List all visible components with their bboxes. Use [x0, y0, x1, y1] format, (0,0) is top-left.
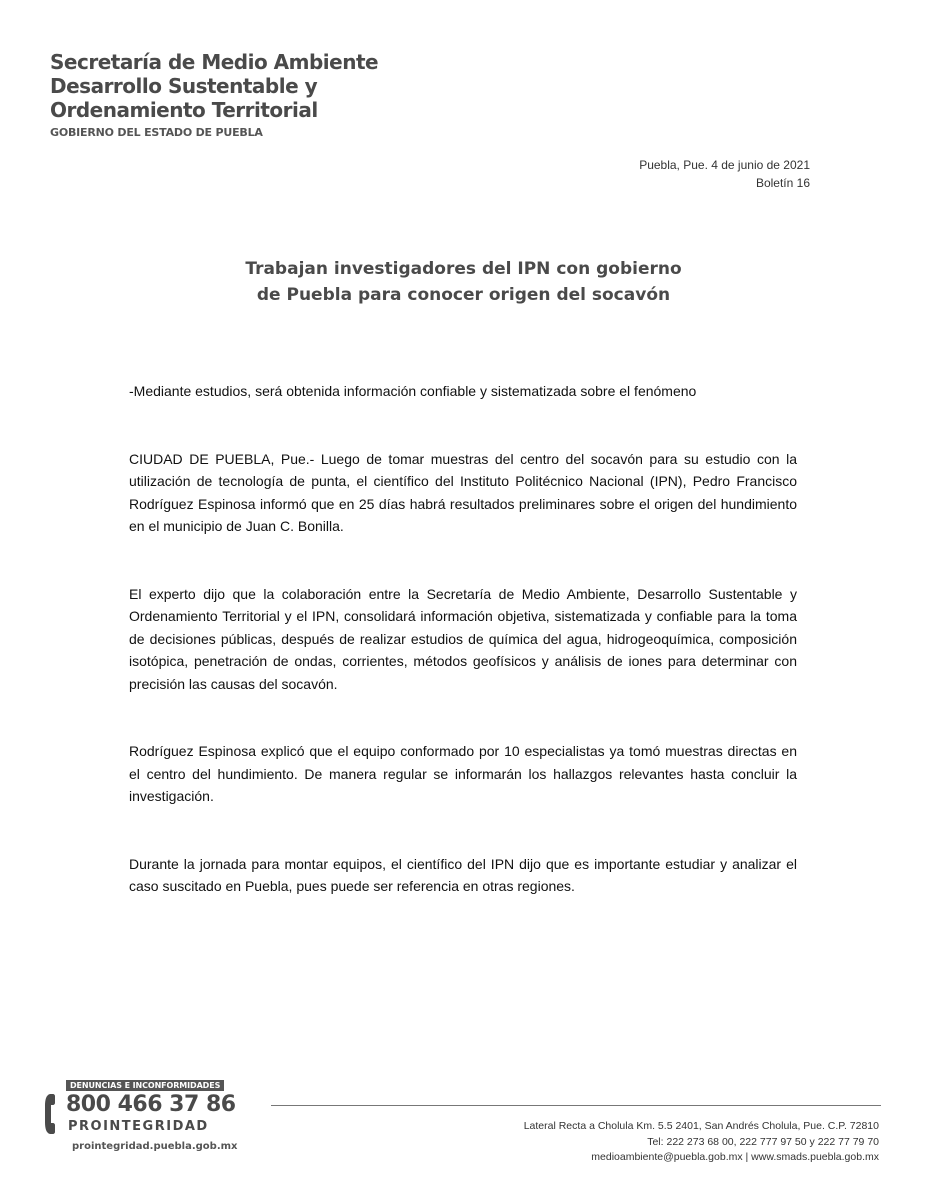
letterhead	[50, 50, 378, 139]
hotline-label: DENUNCIAS E INCONFORMIDADES	[66, 1080, 224, 1091]
contact-info	[524, 1119, 879, 1166]
bulletin-number: Boletín 16	[755, 176, 810, 190]
headline-line-2: de Puebla para conocer origen del socavón	[256, 285, 671, 305]
headline	[0, 256, 927, 308]
paragraph: Durante la jornada para montar equipos, el científico del IPN dijo que es importante estudiar y analizar el caso suscitado en Puebla, pues puede ser referencia en otras regiones.	[129, 855, 797, 894]
hotline-brand: PROINTEGRIDAD	[68, 1119, 209, 1134]
article-subtitle: -Mediante estudios, será obtenida información confiable y sistematizada sobre el fenómeno	[129, 383, 697, 399]
paragraph: Rodríguez Espinosa explicó que el equipo conformado por 10 especialistas ya tomó muestras directas en el centro del hundimiento. De manera regular se informarán los hallazgos relevantes hasta concluir la investigación.	[129, 743, 797, 804]
article-body	[129, 380, 797, 943]
footer-divider	[271, 1105, 881, 1106]
paragraph: El experto dijo que la colaboración entre la Secretaría de Medio Ambiente, Desarrollo Sustentable y Ordenamiento Territorial y el IPN, consolidará información objetiva, sistematizada y confiable para la toma de decisiones públicas, después de realizar estudios de química del agua, hidrogeoquímica, composición isotópica, penetración de ondas, corrientes, métodos geofísicos y análisis de iones para determinar con precisión las causas del socavón.	[129, 585, 797, 692]
email-website[interactable]: medioambiente@puebla.gob.mx | www.smads.puebla.gob.mx	[591, 1151, 879, 1163]
org-name-line-1: Secretaría de Medio Ambiente	[50, 50, 379, 74]
government-name: GOBIERNO DEL ESTADO DE PUEBLA	[50, 126, 263, 139]
phone-icon	[44, 1092, 64, 1136]
hotline-site-link[interactable]: prointegridad.puebla.gob.mx	[72, 1141, 238, 1152]
paragraph: CIUDAD DE PUEBLA, Pue.- Luego de tomar muestras del centro del socavón para su estudio con la utilización de tecnología de punta, el científico del Instituto Politécnico Nacional (IPN), Pedro Francisco Rodríguez Espinosa informó que en 25 días habrá resultados preliminares sobre el origen del hundimiento en el municipio de Juan C. Bonilla.	[129, 450, 797, 534]
bulletin-meta	[639, 156, 810, 192]
headline-line-1: Trabajan investigadores del IPN con gobierno	[245, 259, 682, 279]
address: Lateral Recta a Cholula Km. 5.5 2401, San Andrés Cholula, Pue. C.P. 72810	[523, 1120, 879, 1132]
place-date: Puebla, Pue. 4 de junio de 2021	[639, 158, 810, 172]
hotline-number: 800 466 37 86	[66, 1092, 236, 1117]
org-name-line-2: Desarrollo Sustentable y	[50, 74, 318, 98]
phone-numbers: Tel: 222 273 68 00, 222 777 97 50 y 222 77 79 70	[647, 1135, 879, 1148]
org-name-line-3: Ordenamiento Territorial	[50, 98, 318, 122]
